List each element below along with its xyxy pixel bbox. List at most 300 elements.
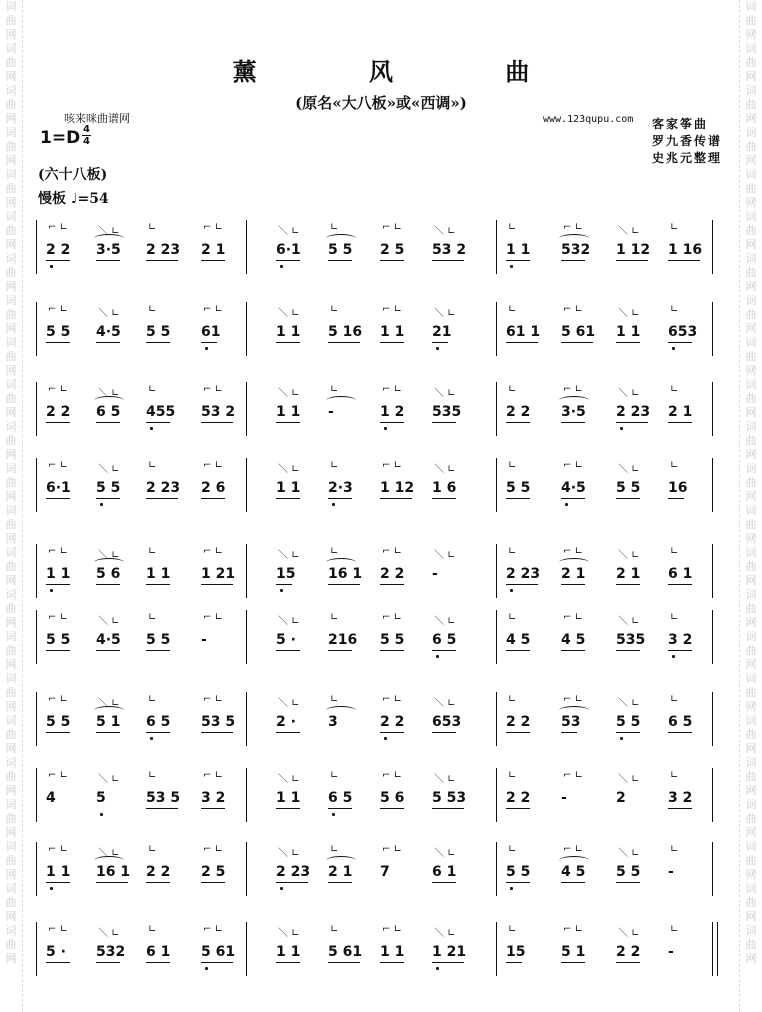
margin-line-left bbox=[22, 0, 23, 1012]
watermark-char: 曲 bbox=[5, 98, 17, 111]
watermark-char: 词 bbox=[5, 546, 17, 559]
site-url[interactable]: www.123qupu.com bbox=[543, 114, 634, 125]
note-group: 2 1 bbox=[668, 404, 693, 420]
note-group: 2 2 bbox=[380, 714, 405, 730]
beat-underline bbox=[616, 260, 648, 261]
watermark-char: 词 bbox=[745, 714, 757, 727]
articulation-mark: ∟ bbox=[330, 844, 339, 855]
watermark-char: 曲 bbox=[5, 812, 17, 825]
articulation-mark: ＼ ∟ bbox=[618, 308, 640, 319]
beat-underline bbox=[96, 584, 120, 585]
octave-dot bbox=[280, 887, 283, 890]
watermark-char: 词 bbox=[5, 672, 17, 685]
watermark-char: 网 bbox=[5, 532, 17, 545]
articulation-mark: ＼ ∟ bbox=[278, 464, 300, 475]
bar-line bbox=[246, 302, 247, 356]
score-row bbox=[36, 214, 714, 280]
articulation-mark: ∟ bbox=[148, 694, 157, 705]
note-group: 3 2 bbox=[201, 790, 226, 806]
octave-dot bbox=[332, 503, 335, 506]
note-group: 2 2 bbox=[46, 404, 71, 420]
note-group: 5 5 bbox=[506, 864, 531, 880]
note-group: 2 2 bbox=[146, 864, 171, 880]
beat-underline bbox=[616, 650, 640, 651]
note-group: 1 1 bbox=[146, 566, 171, 582]
beat-underline bbox=[201, 732, 233, 733]
watermark-char: 词 bbox=[5, 924, 17, 937]
beat-underline bbox=[276, 732, 300, 733]
note-group: 2 2 bbox=[380, 566, 405, 582]
beat-underline bbox=[146, 498, 178, 499]
beat-underline bbox=[561, 498, 585, 499]
site-name: 咳来咪曲谱网 bbox=[64, 112, 130, 125]
articulation-mark: ⌐ ∟ bbox=[382, 770, 402, 781]
watermark-char: 曲 bbox=[5, 770, 17, 783]
watermark-char: 曲 bbox=[745, 518, 757, 531]
note-group: 1 1 bbox=[616, 324, 641, 340]
note-group: 5 5 bbox=[46, 632, 71, 648]
beat-underline bbox=[328, 962, 360, 963]
articulation-mark: ∟ bbox=[670, 770, 679, 781]
note-group: 2 1 bbox=[328, 864, 353, 880]
watermark-char: 网 bbox=[5, 448, 17, 461]
beat-underline bbox=[432, 882, 456, 883]
articulation-mark: ∟ bbox=[670, 924, 679, 935]
note-group: 1 21 bbox=[432, 944, 467, 960]
slur-arc bbox=[559, 396, 589, 405]
beat-underline bbox=[616, 962, 640, 963]
articulation-mark: ＼ ∟ bbox=[98, 308, 120, 319]
note-group: 6 5 bbox=[146, 714, 171, 730]
note-group: 1 1 bbox=[276, 324, 301, 340]
beat-underline bbox=[506, 260, 530, 261]
watermark-char: 网 bbox=[5, 238, 17, 251]
octave-dot bbox=[280, 589, 283, 592]
beat-underline bbox=[616, 342, 640, 343]
articulation-mark: ⌐ ∟ bbox=[382, 694, 402, 705]
note-group: 1 1 bbox=[276, 480, 301, 496]
watermark-char: 曲 bbox=[5, 434, 17, 447]
articulation-mark: ⌐ ∟ bbox=[563, 844, 583, 855]
bar-line bbox=[246, 922, 247, 976]
bar-line bbox=[712, 458, 713, 512]
bar-line bbox=[36, 544, 37, 598]
articulation-mark: ＼ ∟ bbox=[618, 774, 640, 785]
note-group: 5 5 bbox=[616, 864, 641, 880]
watermark-char: 词 bbox=[745, 84, 757, 97]
octave-dot bbox=[205, 967, 208, 970]
beat-underline bbox=[432, 498, 456, 499]
articulation-mark: ＼ ∟ bbox=[618, 848, 640, 859]
beat-underline bbox=[432, 260, 464, 261]
watermark-char: 曲 bbox=[5, 266, 17, 279]
beat-underline bbox=[146, 342, 170, 343]
articulation-mark: ＼ ∟ bbox=[618, 550, 640, 561]
beat-underline bbox=[616, 422, 648, 423]
note-group: 5 5 bbox=[146, 632, 171, 648]
credit-arranger: 史兆元整理 bbox=[652, 151, 723, 165]
bar-line bbox=[246, 692, 247, 746]
watermark-char: 曲 bbox=[5, 476, 17, 489]
watermark-char: 词 bbox=[5, 0, 17, 13]
note-group: 6 1 bbox=[432, 864, 457, 880]
watermark-char: 网 bbox=[745, 532, 757, 545]
articulation-mark: ∟ bbox=[508, 844, 517, 855]
articulation-mark: ＼ ∟ bbox=[98, 928, 120, 939]
note-group: 5 5 bbox=[146, 324, 171, 340]
beat-underline bbox=[561, 422, 585, 423]
beat-underline bbox=[506, 498, 530, 499]
beat-underline bbox=[146, 882, 170, 883]
beat-underline bbox=[146, 422, 170, 423]
note-group: 6 5 bbox=[328, 790, 353, 806]
watermark-char: 网 bbox=[5, 616, 17, 629]
articulation-mark: ∟ bbox=[330, 924, 339, 935]
score-row bbox=[36, 296, 714, 362]
watermark-char: 曲 bbox=[5, 602, 17, 615]
bar-line bbox=[36, 382, 37, 436]
note-group: 21 bbox=[432, 324, 452, 340]
note-group: 455 bbox=[146, 404, 176, 420]
watermark-char: 词 bbox=[745, 882, 757, 895]
credits bbox=[652, 116, 722, 167]
beat-underline bbox=[96, 732, 120, 733]
beat-underline bbox=[561, 342, 593, 343]
note-group: 5 5 bbox=[96, 480, 121, 496]
watermark-char: 网 bbox=[745, 910, 757, 923]
note-group: 5 1 bbox=[96, 714, 121, 730]
watermark-char: 网 bbox=[5, 154, 17, 167]
watermark-char: 曲 bbox=[745, 560, 757, 573]
articulation-mark: ⌐ ∟ bbox=[382, 384, 402, 395]
note-group: 53 bbox=[561, 714, 581, 730]
articulation-mark: ∟ bbox=[508, 546, 517, 557]
watermark-char: 网 bbox=[745, 574, 757, 587]
watermark-char: 曲 bbox=[5, 56, 17, 69]
articulation-mark: ⌐ ∟ bbox=[382, 304, 402, 315]
beat-underline bbox=[276, 808, 300, 809]
articulation-mark: ＼ ∟ bbox=[434, 616, 456, 627]
score-row bbox=[36, 376, 714, 442]
beat-underline bbox=[561, 584, 585, 585]
articulation-mark: ⌐ ∟ bbox=[563, 304, 583, 315]
watermark-char: 词 bbox=[745, 42, 757, 55]
watermark-char: 曲 bbox=[745, 224, 757, 237]
beat-underline bbox=[46, 962, 70, 963]
watermark-char: 网 bbox=[5, 70, 17, 83]
note-group: 5 5 bbox=[328, 242, 353, 258]
watermark-char: 网 bbox=[745, 784, 757, 797]
note-group: 1 1 bbox=[46, 864, 71, 880]
articulation-mark: ⌐ ∟ bbox=[48, 222, 68, 233]
beat-underline bbox=[46, 584, 70, 585]
watermark-right bbox=[740, 0, 762, 1012]
note-group: 3 2 bbox=[668, 790, 693, 806]
note-group: - bbox=[668, 944, 674, 960]
articulation-mark: ∟ bbox=[670, 304, 679, 315]
beat-underline bbox=[328, 584, 360, 585]
octave-dot bbox=[150, 737, 153, 740]
watermark-char: 词 bbox=[745, 252, 757, 265]
note-group: - bbox=[201, 632, 207, 648]
watermark-char: 词 bbox=[745, 756, 757, 769]
slur-arc bbox=[559, 558, 589, 567]
articulation-mark: ∟ bbox=[508, 924, 517, 935]
watermark-char: 网 bbox=[5, 280, 17, 293]
watermark-char: 网 bbox=[5, 910, 17, 923]
note-group: 1 6 bbox=[432, 480, 457, 496]
watermark-char: 词 bbox=[5, 798, 17, 811]
watermark-char: 曲 bbox=[745, 854, 757, 867]
beat-underline bbox=[561, 882, 585, 883]
beat-underline bbox=[616, 498, 640, 499]
note-group: 535 bbox=[616, 632, 646, 648]
watermark-char: 词 bbox=[5, 84, 17, 97]
beat-underline bbox=[146, 650, 170, 651]
note-group: 4 5 bbox=[506, 632, 531, 648]
articulation-mark: ∟ bbox=[330, 546, 339, 557]
watermark-char: 曲 bbox=[745, 434, 757, 447]
watermark-char: 词 bbox=[5, 462, 17, 475]
beat-underline bbox=[46, 498, 70, 499]
note-group: 2 23 bbox=[146, 242, 181, 258]
watermark-char: 词 bbox=[745, 672, 757, 685]
note-group: - bbox=[328, 404, 334, 420]
note-group: 1 1 bbox=[276, 944, 301, 960]
watermark-char: 词 bbox=[5, 336, 17, 349]
octave-dot bbox=[510, 887, 513, 890]
beat-underline bbox=[276, 584, 292, 585]
note-group: 5 5 bbox=[380, 632, 405, 648]
octave-dot bbox=[100, 813, 103, 816]
articulation-mark: ＼ ∟ bbox=[434, 464, 456, 475]
watermark-char: 词 bbox=[745, 0, 757, 13]
note-group: 4·5 bbox=[561, 480, 586, 496]
beat-underline bbox=[506, 732, 530, 733]
articulation-mark: ⌐ ∟ bbox=[203, 924, 223, 935]
bar-line bbox=[496, 768, 497, 822]
articulation-mark: ＼ ∟ bbox=[278, 226, 300, 237]
credit-transmitter: 罗九香传谱 bbox=[652, 134, 723, 148]
beat-underline bbox=[506, 584, 538, 585]
beat-underline bbox=[46, 342, 70, 343]
watermark-char: 网 bbox=[5, 952, 17, 965]
note-group: 2 23 bbox=[276, 864, 311, 880]
articulation-mark: ∟ bbox=[670, 612, 679, 623]
beat-underline bbox=[201, 882, 225, 883]
bar-line bbox=[36, 768, 37, 822]
articulation-mark: ⌐ ∟ bbox=[48, 924, 68, 935]
note-group: 2·3 bbox=[328, 480, 353, 496]
watermark-char: 网 bbox=[745, 280, 757, 293]
note-group: 5 bbox=[96, 790, 106, 806]
time-signature-bottom: 4 bbox=[83, 136, 90, 147]
beat-underline bbox=[380, 650, 404, 651]
beat-underline bbox=[276, 962, 300, 963]
octave-dot bbox=[384, 737, 387, 740]
articulation-mark: ∟ bbox=[330, 222, 339, 233]
beat-underline bbox=[506, 808, 530, 809]
note-group: 4 5 bbox=[561, 632, 586, 648]
watermark-char: 网 bbox=[745, 28, 757, 41]
watermark-char: 词 bbox=[745, 462, 757, 475]
beat-underline bbox=[201, 962, 233, 963]
beat-underline bbox=[506, 650, 530, 651]
beat-underline bbox=[506, 342, 538, 343]
watermark-char: 网 bbox=[5, 406, 17, 419]
watermark-char: 网 bbox=[745, 70, 757, 83]
note-group: - bbox=[561, 790, 567, 806]
watermark-char: 网 bbox=[745, 700, 757, 713]
bar-line bbox=[712, 220, 713, 274]
watermark-char: 词 bbox=[745, 336, 757, 349]
articulation-mark: ⌐ ∟ bbox=[48, 304, 68, 315]
note-group: 6 1 bbox=[146, 944, 171, 960]
beat-underline bbox=[146, 732, 170, 733]
note-group: - bbox=[432, 566, 438, 582]
note-group: 5 1 bbox=[561, 944, 586, 960]
articulation-mark: ＼ ∟ bbox=[98, 464, 120, 475]
watermark-char: 网 bbox=[745, 826, 757, 839]
beat-underline bbox=[668, 422, 692, 423]
beat-underline bbox=[432, 342, 448, 343]
note-group: 5 5 bbox=[616, 714, 641, 730]
articulation-mark: ⌐ ∟ bbox=[563, 924, 583, 935]
beat-underline bbox=[46, 650, 70, 651]
articulation-mark: ∟ bbox=[508, 612, 517, 623]
beat-underline bbox=[146, 260, 178, 261]
watermark-char: 曲 bbox=[745, 770, 757, 783]
watermark-char: 曲 bbox=[5, 308, 17, 321]
note-group: 6·1 bbox=[276, 242, 301, 258]
slur-arc bbox=[94, 706, 124, 715]
beat-underline bbox=[328, 882, 352, 883]
watermark-char: 网 bbox=[5, 742, 17, 755]
watermark-char: 曲 bbox=[745, 938, 757, 951]
slur-arc bbox=[94, 558, 124, 567]
note-group: 2 bbox=[616, 790, 626, 806]
slur-arc bbox=[326, 396, 356, 405]
watermark-char: 词 bbox=[745, 210, 757, 223]
beat-underline bbox=[506, 962, 522, 963]
beat-underline bbox=[668, 260, 700, 261]
articulation-mark: ⌐ ∟ bbox=[48, 612, 68, 623]
articulation-mark: ∟ bbox=[670, 844, 679, 855]
bar-line bbox=[496, 382, 497, 436]
octave-dot bbox=[100, 503, 103, 506]
beat-underline bbox=[328, 498, 352, 499]
note-group: 53 2 bbox=[432, 242, 467, 258]
articulation-mark: ∟ bbox=[148, 770, 157, 781]
watermark-char: 曲 bbox=[5, 224, 17, 237]
slur-arc bbox=[326, 856, 356, 865]
articulation-mark: ∟ bbox=[670, 460, 679, 471]
articulation-mark: ∟ bbox=[508, 694, 517, 705]
watermark-char: 词 bbox=[745, 798, 757, 811]
articulation-mark: ⌐ ∟ bbox=[203, 770, 223, 781]
articulation-mark: ∟ bbox=[508, 460, 517, 471]
watermark-char: 网 bbox=[5, 322, 17, 335]
note-group: 2 5 bbox=[380, 242, 405, 258]
beat-underline bbox=[506, 422, 530, 423]
note-group: 2 2 bbox=[506, 790, 531, 806]
beat-underline bbox=[328, 808, 352, 809]
note-group: 5 5 bbox=[46, 324, 71, 340]
articulation-mark: ∟ bbox=[148, 612, 157, 623]
watermark-char: 曲 bbox=[5, 140, 17, 153]
watermark-char: 网 bbox=[5, 658, 17, 671]
note-group: 3·5 bbox=[561, 404, 586, 420]
beat-underline bbox=[46, 882, 70, 883]
bar-line bbox=[246, 544, 247, 598]
articulation-mark: ∟ bbox=[330, 384, 339, 395]
note-group: 1 12 bbox=[380, 480, 415, 496]
slur-arc bbox=[326, 558, 356, 567]
octave-dot bbox=[50, 265, 53, 268]
note-group: 2 2 bbox=[46, 242, 71, 258]
octave-dot bbox=[510, 265, 513, 268]
octave-dot bbox=[205, 347, 208, 350]
articulation-mark: ∟ bbox=[508, 384, 517, 395]
slur-arc bbox=[559, 706, 589, 715]
beat-underline bbox=[201, 422, 233, 423]
articulation-mark: ＼ ∟ bbox=[278, 308, 300, 319]
watermark-char: 曲 bbox=[5, 896, 17, 909]
articulation-mark: ∟ bbox=[330, 460, 339, 471]
note-group: 53 5 bbox=[201, 714, 236, 730]
bar-line bbox=[712, 610, 713, 664]
watermark-char: 词 bbox=[745, 420, 757, 433]
watermark-char: 曲 bbox=[745, 182, 757, 195]
watermark-char: 网 bbox=[745, 112, 757, 125]
watermark-char: 曲 bbox=[745, 56, 757, 69]
beat-underline bbox=[668, 650, 692, 651]
score-row bbox=[36, 762, 714, 828]
note-group: 2 1 bbox=[201, 242, 226, 258]
octave-dot bbox=[510, 589, 513, 592]
articulation-mark: ⌐ ∟ bbox=[203, 546, 223, 557]
beat-underline bbox=[506, 882, 530, 883]
articulation-mark: ＼ ∟ bbox=[278, 550, 300, 561]
octave-dot bbox=[436, 655, 439, 658]
note-group: 532 bbox=[561, 242, 591, 258]
bar-line bbox=[246, 382, 247, 436]
watermark-char: 网 bbox=[745, 322, 757, 335]
articulation-mark: ∟ bbox=[148, 460, 157, 471]
articulation-mark: ⌐ ∟ bbox=[382, 844, 402, 855]
bar-line bbox=[36, 842, 37, 896]
beat-underline bbox=[276, 882, 308, 883]
beat-underline bbox=[668, 342, 692, 343]
beat-underline bbox=[201, 584, 233, 585]
beat-underline bbox=[432, 808, 464, 809]
beat-underline bbox=[276, 650, 300, 651]
time-signature-top: 4 bbox=[83, 124, 90, 135]
watermark-char: 词 bbox=[745, 630, 757, 643]
slur-arc bbox=[559, 856, 589, 865]
note-group: 3·5 bbox=[96, 242, 121, 258]
articulation-mark: ⌐ ∟ bbox=[382, 612, 402, 623]
bar-line bbox=[36, 220, 37, 274]
watermark-char: 网 bbox=[5, 700, 17, 713]
note-group: 61 1 bbox=[506, 324, 541, 340]
octave-dot bbox=[50, 887, 53, 890]
beat-underline bbox=[432, 422, 456, 423]
note-group: 2 5 bbox=[201, 864, 226, 880]
beat-underline bbox=[96, 650, 120, 651]
watermark-char: 曲 bbox=[745, 644, 757, 657]
score-row bbox=[36, 452, 714, 518]
